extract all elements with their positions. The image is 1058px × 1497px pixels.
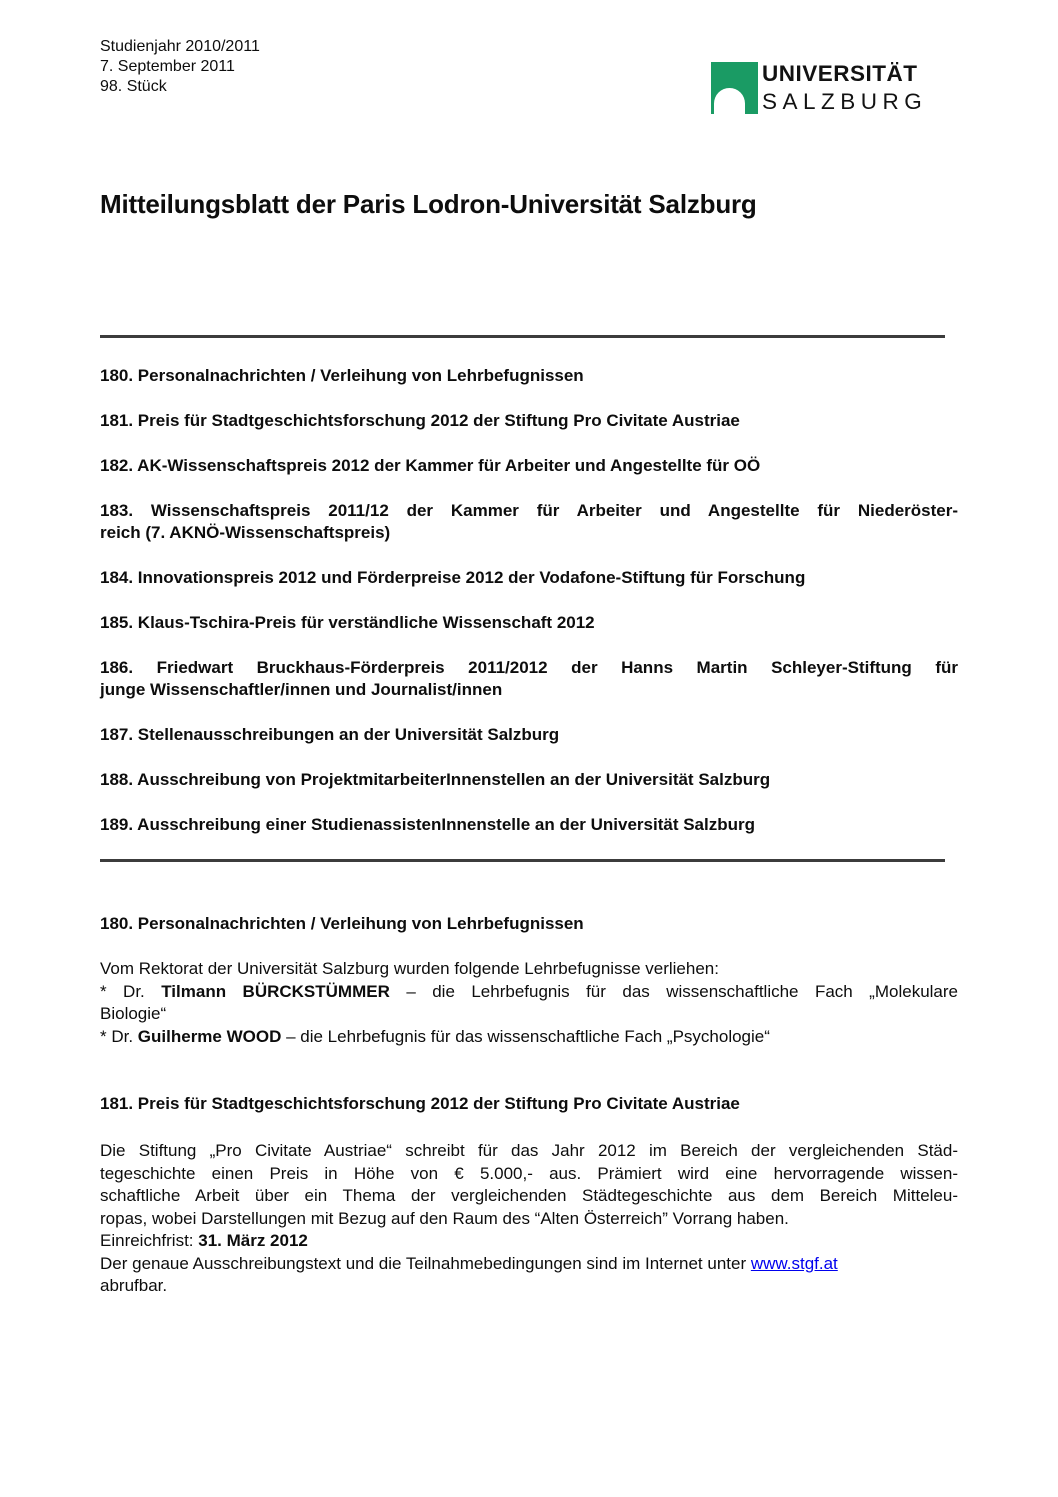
section-181-heading: 181. Preis für Stadtgeschichtsforschung 2012 der Stiftung Pro Civitate Austriae: [100, 1094, 740, 1113]
logo-line-universitaet: UNIVERSITÄT: [762, 61, 918, 86]
meta-studienjahr: Studienjahr 2010/2011: [100, 38, 260, 55]
toc-line: 180. Personalnachrichten / Verleihung von Lehrbefugnissen: [100, 366, 584, 385]
university-logo: [711, 62, 927, 114]
toc-item-182: [100, 455, 958, 477]
meta-date: 7. September 2011: [100, 58, 235, 75]
toc-line: junge Wissenschaftler/innen und Journalist/innen: [100, 680, 503, 699]
toc-item-185: [100, 612, 958, 634]
section-180: [100, 913, 958, 1048]
toc-item-189: [100, 814, 958, 836]
paragraph-line: schaftliche Arbeit über ein Thema der vergleichenden Städtegeschichte aus dem Bereich Mitteleu-: [100, 1186, 958, 1205]
toc-line: 186. Friedwart Bruckhaus-Förderpreis 2011/2012 der Hanns Martin Schleyer-Stiftung für: [100, 658, 958, 677]
toc-line: 187. Stellenausschreibungen an der Universität Salzburg: [100, 725, 560, 744]
toc-item-180: [100, 365, 958, 387]
meta-issue-number: 98. Stück: [100, 78, 167, 95]
toc-item-186: [100, 657, 958, 701]
deadline-label: Einreichfrist:: [100, 1231, 199, 1250]
entry-text: – die Lehrbefugnis für das wissenschaftliche Fach „Psychologie“: [281, 1026, 770, 1046]
link-line: [100, 1253, 958, 1276]
toc-line: 184. Innovationspreis 2012 und Förderpreise 2012 der Vodafone-Stiftung für Forschung: [100, 568, 806, 587]
entry-prefix: * Dr.: [100, 1026, 138, 1046]
toc-line: reich (7. AKNÖ-Wissenschaftspreis): [100, 523, 391, 542]
entry-person-name: Tilmann BÜRCKSTÜMMER: [161, 981, 390, 1001]
paragraph-line: tegeschichte einen Preis in Höhe von € 5.000,- aus. Prämiert wird eine hervorragende wissen-: [100, 1163, 958, 1183]
arch-shape: [714, 88, 745, 114]
divider-bottom: [100, 859, 945, 862]
lehrbefugnis-entry-2: [100, 1026, 958, 1049]
lehrbefugnis-entry-1-continuation: Biologie“: [100, 1004, 167, 1023]
section-181-paragraph: [100, 1140, 958, 1230]
paragraph-line: Die Stiftung „Pro Civitate Austriae“ schreibt für das Jahr 2012 im Bereich der vergleichenden Städ-: [100, 1141, 958, 1160]
divider-top: [100, 335, 945, 338]
toc-item-184: [100, 567, 958, 589]
toc-item-187: [100, 724, 958, 746]
link-line-continuation: abrufbar.: [100, 1276, 168, 1295]
entry-prefix: * Dr.: [100, 981, 162, 1001]
logo-line-salzburg: SALZBURG: [762, 89, 928, 114]
entry-person-name: Guilherme WOOD: [137, 1026, 282, 1046]
toc-line: 189. Ausschreibung einer StudienassistenInnenstelle an der Universität Salzburg: [100, 815, 756, 834]
toc-line: 183. Wissenschaftspreis 2011/12 der Kammer für Arbeiter und Angestellte für Niederöster-: [100, 501, 958, 520]
deadline-date: 31. März 2012: [198, 1231, 308, 1250]
toc-item-183: [100, 500, 958, 544]
stgf-link[interactable]: www.stgf.at: [750, 1253, 838, 1273]
section-180-intro: Vom Rektorat der Universität Salzburg wurden folgende Lehrbefugnisse verliehen:: [100, 959, 719, 978]
link-line-text: Der genaue Ausschreibungstext und die Teilnahmebedingungen sind im Internet unter: [100, 1253, 751, 1273]
section-180-heading: 180. Personalnachrichten / Verleihung von Lehrbefugnissen: [100, 914, 584, 933]
entry-text: – die Lehrbefugnis für das wissenschaftliche Fach „Molekulare: [389, 981, 958, 1001]
toc-item-181: [100, 410, 958, 432]
deadline-line: [100, 1230, 958, 1253]
lehrbefugnis-entry-1: [100, 981, 958, 1004]
table-of-contents: [100, 365, 958, 836]
toc-line: 188. Ausschreibung von ProjektmitarbeiterInnenstellen an der Universität Salzburg: [100, 770, 771, 789]
section-181: [100, 1093, 958, 1298]
toc-item-188: [100, 769, 958, 791]
toc-line: 182. AK-Wissenschaftspreis 2012 der Kammer für Arbeiter und Angestellte für OÖ: [100, 456, 761, 475]
salzburg-arch-icon: [711, 62, 758, 114]
page-title: Mitteilungsblatt der Paris Lodron-Universität Salzburg: [100, 189, 757, 219]
toc-line: 185. Klaus-Tschira-Preis für verständliche Wissenschaft 2012: [100, 613, 595, 632]
toc-line: 181. Preis für Stadtgeschichtsforschung 2012 der Stiftung Pro Civitate Austriae: [100, 411, 740, 430]
paragraph-line: ropas, wobei Darstellungen mit Bezug auf den Raum des “Alten Österreich” Vorrang haben.: [100, 1208, 789, 1228]
logo-wordmark: [762, 62, 927, 113]
